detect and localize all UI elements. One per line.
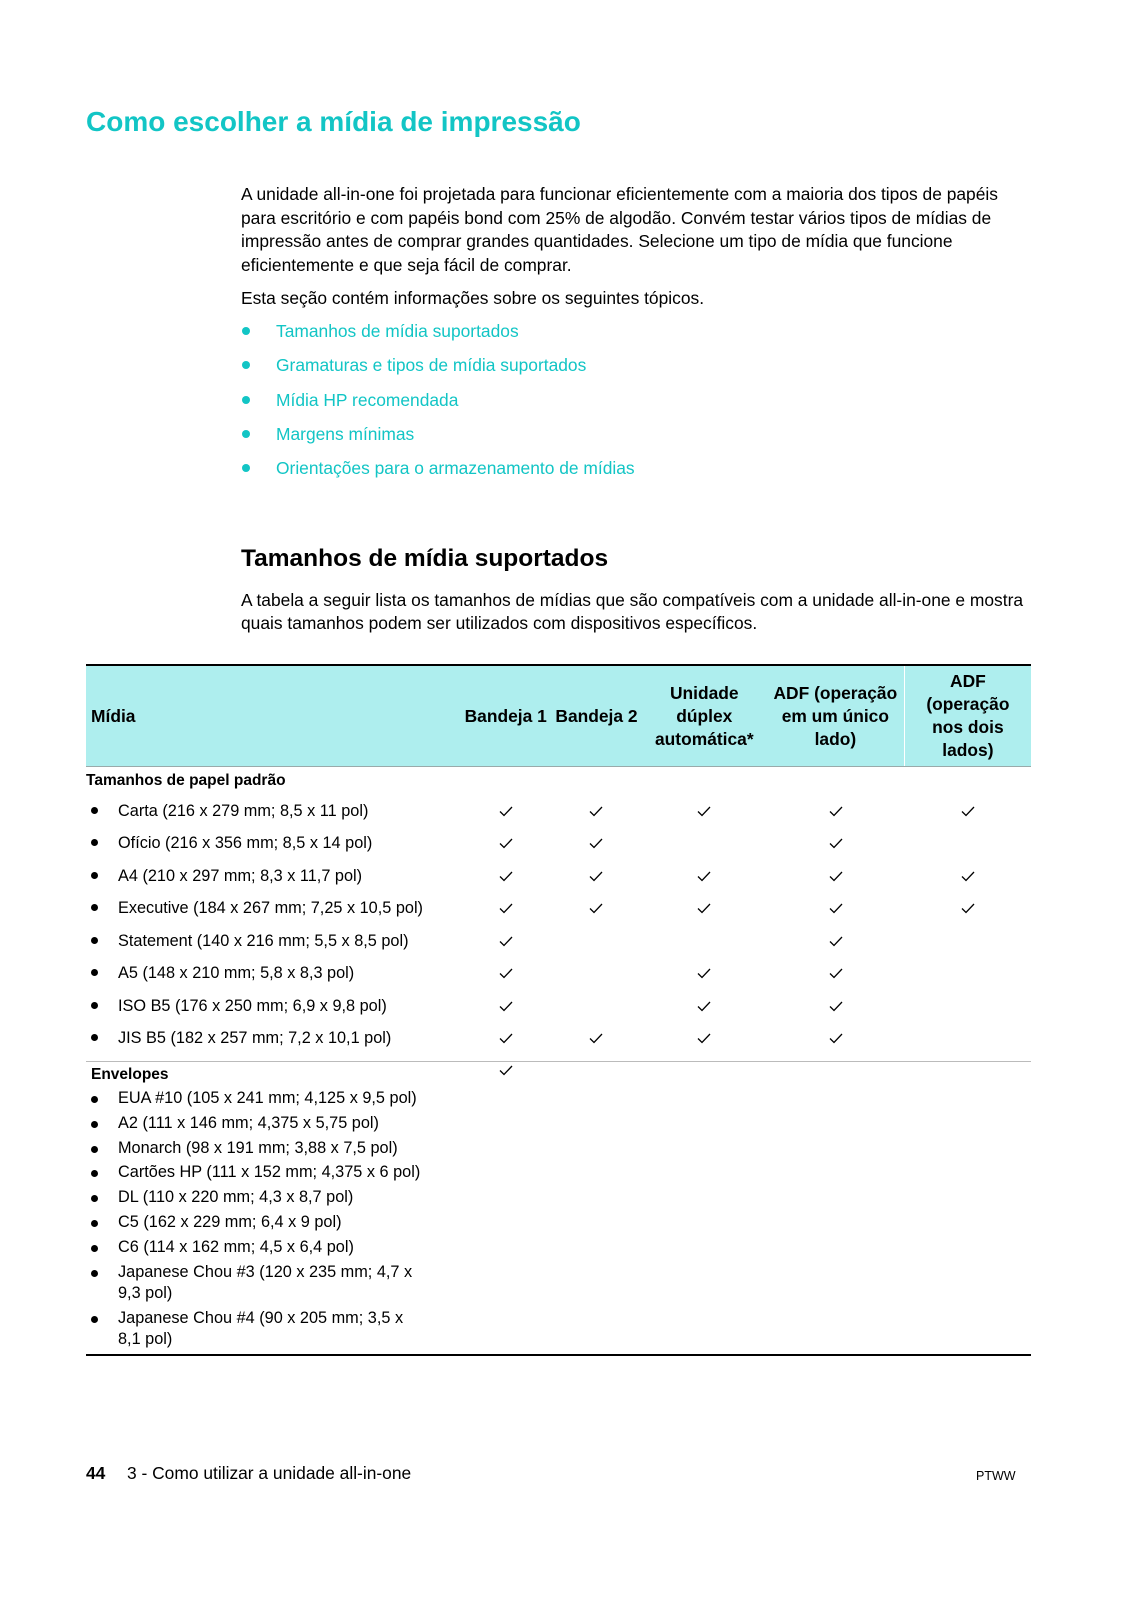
section-intro: A tabela a seguir lista os tamanhos de mídias que são compatíveis com a unidade all-in-one e mostra quais tamanhos podem ser utilizados com dispositivos específicos. — [241, 590, 1024, 633]
checkmark-icon — [499, 936, 513, 947]
bullet-icon — [91, 1270, 98, 1277]
checkmark-icon — [499, 968, 513, 979]
bullet-icon — [91, 807, 98, 814]
bullet-icon — [91, 937, 98, 944]
bullet-icon — [242, 327, 250, 335]
supported-cell — [460, 795, 551, 828]
supported-cell — [767, 795, 904, 828]
group-label-envelopes: Envelopes — [91, 1066, 169, 1083]
topic-link[interactable]: Margens mínimas — [241, 423, 635, 457]
checkmark-icon — [589, 903, 603, 914]
bullet-icon — [91, 1002, 98, 1009]
checkmark-icon — [961, 903, 975, 914]
media-name: Ofício (216 x 356 mm; 8,5 x 14 pol) — [118, 834, 373, 853]
supported-cell — [642, 860, 767, 893]
envelope-name: A2 (111 x 146 mm; 4,375 x 5,75 pol) — [118, 1113, 379, 1132]
supported-cell — [460, 958, 551, 991]
checkmark-icon — [829, 903, 843, 914]
column-header-adf-single: ADF (operação em um único lado) — [767, 665, 904, 767]
table-row — [86, 893, 1031, 926]
empty-cell — [767, 1062, 904, 1089]
empty-cell — [904, 1062, 1031, 1089]
list-item — [86, 1138, 428, 1159]
checkmark-icon — [499, 1033, 513, 1044]
empty-cell — [551, 958, 641, 991]
topic-links — [241, 320, 635, 491]
list-item — [86, 1237, 428, 1258]
column-header-adf-double: ADF (operação nos dois lados) — [904, 665, 1031, 767]
checkmark-icon — [499, 1065, 513, 1076]
checkmark-icon — [499, 806, 513, 817]
table-row — [86, 958, 1031, 991]
empty-cell — [904, 1023, 1031, 1056]
table-row — [86, 860, 1031, 893]
supported-cell — [642, 958, 767, 991]
supported-cell — [642, 990, 767, 1023]
empty-cell — [904, 958, 1031, 991]
checkmark-icon — [499, 838, 513, 849]
envelope-name: C6 (114 x 162 mm; 4,5 x 6,4 pol) — [118, 1237, 354, 1256]
bullet-icon — [91, 1220, 98, 1227]
envelope-name: Monarch (98 x 191 mm; 3,88 x 7,5 pol) — [118, 1138, 398, 1157]
group-label-standard: Tamanhos de papel padrão — [86, 772, 286, 789]
list-item — [86, 1187, 428, 1208]
column-header-duplex: Unidade dúplex automática* — [642, 665, 767, 767]
envelope-list — [86, 1088, 460, 1350]
bullet-icon — [91, 1170, 98, 1177]
page-title: Como escolher a mídia de impressão — [86, 106, 581, 137]
supported-cell — [551, 795, 641, 828]
table-row — [86, 1023, 1031, 1056]
supported-cell — [767, 990, 904, 1023]
topic-link[interactable]: Tamanhos de mídia suportados — [241, 320, 635, 354]
media-name-cell — [86, 893, 460, 926]
table-bottom-rule — [86, 1355, 1031, 1356]
table-row — [86, 828, 1031, 861]
media-sizes-table — [86, 664, 1031, 1356]
media-name-cell — [86, 990, 460, 1023]
empty-cell — [642, 925, 767, 958]
topics-intro: Esta seção contém informações sobre os seguintes tópicos. — [241, 288, 705, 308]
table-row — [86, 795, 1031, 828]
intro-paragraph: A unidade all-in-one foi projetada para funcionar eficientemente com a maioria dos tipos de papéis para escritório e com papéis bond com 25% de algodão. Convém testar vários tipos de mídias de impressão antes de comprar grandes quantidades. Selecione um tipo de mídia que funcione eficientemente e que seja fácil de comprar. — [241, 184, 998, 275]
topic-link[interactable]: Gramaturas e tipos de mídia suportados — [241, 354, 635, 388]
column-header-bandeja-2: Bandeja 2 — [551, 665, 641, 767]
media-name-cell — [86, 958, 460, 991]
media-name: A5 (148 x 210 mm; 5,8 x 8,3 pol) — [118, 964, 355, 983]
media-name-cell — [86, 925, 460, 958]
envelope-name: Cartões HP (111 x 152 mm; 4,375 x 6 pol) — [118, 1163, 421, 1182]
column-header-bandeja-1: Bandeja 1 — [460, 665, 551, 767]
empty-cell — [904, 828, 1031, 861]
bullet-icon — [91, 1195, 98, 1202]
bullet-icon — [91, 1121, 98, 1128]
media-name: Carta (216 x 279 mm; 8,5 x 11 pol) — [118, 801, 369, 820]
checkmark-icon — [697, 1033, 711, 1044]
media-name: A4 (210 x 297 mm; 8,3 x 11,7 pol) — [118, 866, 363, 885]
media-name: ISO B5 (176 x 250 mm; 6,9 x 9,8 pol) — [118, 996, 387, 1015]
checkmark-icon — [697, 903, 711, 914]
empty-cell — [551, 990, 641, 1023]
checkmark-icon — [499, 903, 513, 914]
document-code: PTWW — [976, 1469, 1016, 1483]
supported-cell — [551, 1023, 641, 1056]
supported-cell — [460, 990, 551, 1023]
supported-cell — [460, 893, 551, 926]
list-item — [86, 1212, 428, 1233]
checkmark-icon — [589, 871, 603, 882]
empty-cell — [642, 1062, 767, 1089]
checkmark-icon — [961, 806, 975, 817]
media-name: Statement (140 x 216 mm; 5,5 x 8,5 pol) — [118, 931, 409, 950]
list-item — [86, 1262, 428, 1305]
table-row — [86, 925, 1031, 958]
checkmark-icon — [697, 1001, 711, 1012]
supported-cell — [460, 925, 551, 958]
media-name-cell — [86, 828, 460, 861]
chapter-footer: 3 - Como utilizar a unidade all-in-one — [127, 1463, 412, 1483]
envelope-name: DL (110 x 220 mm; 4,3 x 8,7 pol) — [118, 1188, 354, 1207]
bullet-icon — [91, 872, 98, 879]
supported-cell — [460, 828, 551, 861]
envelope-name: Japanese Chou #4 (90 x 205 mm; 3,5 x 8,1 pol) — [118, 1308, 404, 1348]
envelope-name: EUA #10 (105 x 241 mm; 4,125 x 9,5 pol) — [118, 1089, 417, 1107]
media-name-cell — [86, 795, 460, 828]
checkmark-icon — [697, 968, 711, 979]
bullet-icon — [91, 969, 98, 976]
supported-cell — [767, 1023, 904, 1056]
supported-cell — [551, 893, 641, 926]
bullet-icon — [242, 464, 250, 472]
supported-cell — [460, 1062, 551, 1089]
bullet-icon — [91, 904, 98, 911]
supported-cell — [767, 893, 904, 926]
supported-cell — [642, 893, 767, 926]
checkmark-icon — [589, 1033, 603, 1044]
bullet-icon — [242, 396, 250, 404]
supported-cell — [551, 860, 641, 893]
supported-cell — [551, 828, 641, 861]
supported-cell — [767, 860, 904, 893]
list-item — [86, 1088, 428, 1109]
empty-cell — [904, 925, 1031, 958]
bullet-icon — [91, 1146, 98, 1153]
checkmark-icon — [829, 806, 843, 817]
bullet-icon — [91, 1245, 98, 1252]
envelope-name: C5 (162 x 229 mm; 6,4 x 9 pol) — [118, 1212, 342, 1231]
checkmark-icon — [697, 871, 711, 882]
list-item — [86, 1162, 428, 1183]
supported-cell — [904, 795, 1031, 828]
media-name-cell — [86, 860, 460, 893]
checkmark-icon — [829, 968, 843, 979]
supported-cell — [460, 860, 551, 893]
supported-cell — [767, 925, 904, 958]
list-item — [86, 1113, 428, 1134]
bullet-icon — [91, 1316, 98, 1323]
checkmark-icon — [829, 1033, 843, 1044]
media-name: Executive (184 x 267 mm; 7,25 x 10,5 pol) — [118, 899, 423, 918]
table-row — [86, 990, 1031, 1023]
column-header-midia: Mídia — [86, 665, 460, 767]
bullet-icon — [242, 361, 250, 369]
topic-link[interactable]: Orientações para o armazenamento de mídias — [241, 457, 635, 491]
checkmark-icon — [697, 806, 711, 817]
supported-cell — [767, 828, 904, 861]
checkmark-icon — [829, 838, 843, 849]
checkmark-icon — [589, 806, 603, 817]
list-item — [86, 1308, 428, 1351]
page-number: 44 — [86, 1463, 106, 1483]
supported-cell — [642, 1023, 767, 1056]
supported-cell — [904, 893, 1031, 926]
media-name: JIS B5 (182 x 257 mm; 7,2 x 10,1 pol) — [118, 1029, 392, 1048]
bullet-icon — [91, 1096, 98, 1103]
supported-cell — [642, 795, 767, 828]
empty-cell — [551, 925, 641, 958]
checkmark-icon — [829, 1001, 843, 1012]
checkmark-icon — [589, 838, 603, 849]
empty-cell — [642, 828, 767, 861]
checkmark-icon — [499, 871, 513, 882]
supported-cell — [460, 1023, 551, 1056]
topic-link[interactable]: Mídia HP recomendada — [241, 389, 635, 423]
empty-cell — [551, 1062, 641, 1089]
empty-cell — [904, 990, 1031, 1023]
bullet-icon — [242, 430, 250, 438]
media-name-cell — [86, 1023, 460, 1056]
bullet-icon — [91, 839, 98, 846]
checkmark-icon — [829, 871, 843, 882]
checkmark-icon — [961, 871, 975, 882]
section-title: Tamanhos de mídia suportados — [241, 545, 609, 572]
envelope-name: Japanese Chou #3 (120 x 235 mm; 4,7 x 9,3 pol) — [118, 1262, 413, 1302]
supported-cell — [904, 860, 1031, 893]
checkmark-icon — [829, 936, 843, 947]
checkmark-icon — [499, 1001, 513, 1012]
bullet-icon — [91, 1034, 98, 1041]
supported-cell — [767, 958, 904, 991]
